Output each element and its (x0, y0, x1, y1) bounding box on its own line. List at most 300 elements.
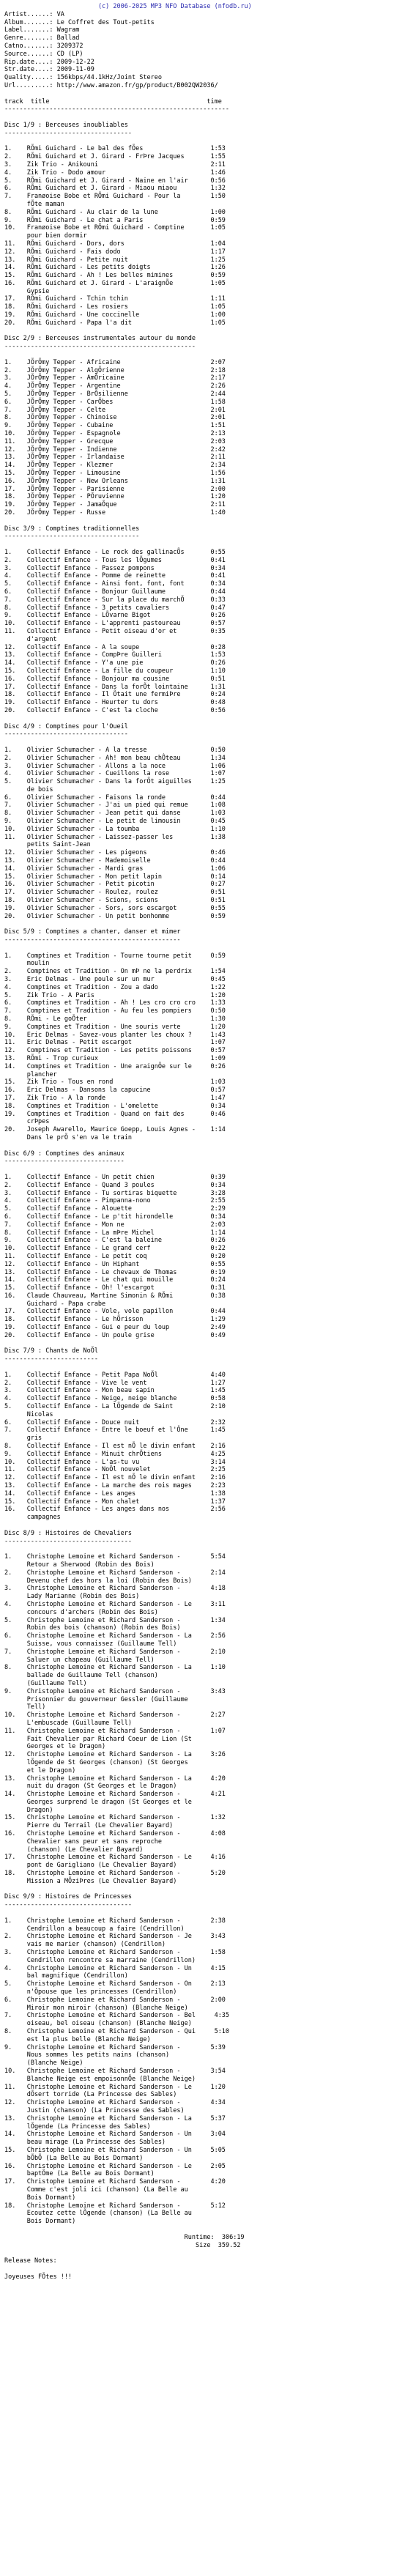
track-line: 9. Collectif Enfance - Minuit chrÕtiens 4:25 (4, 1450, 226, 1458)
disc-title: Disc 8/9 : Histoires de Chevaliers (4, 1529, 132, 1537)
track-line-continued: Justin (chanson) (La Princesse des Sables) (4, 2106, 185, 2114)
track-line: 20. Olivier Schumacher - Un petit bonhomme 0:59 (4, 912, 226, 920)
track-line-continued: Chevalier sans peur et sans reproche (4, 1837, 162, 1846)
track-line: 11. Eric Delmas - Petit escargot 1:07 (4, 1039, 226, 1047)
track-line: 1. Collectif Enfance - Un petit chien 0:39 (4, 1173, 226, 1181)
track-line: 4. Christophe Lemoine et Richard Sanderson - Un 4:15 (4, 1964, 226, 1972)
column-header-row (4, 98, 416, 106)
track-line-continued: Georges et le Dragon) (4, 1743, 106, 1751)
track-line-continued: baptÕme (La Belle au Bois Dormant) (4, 2170, 155, 2178)
track-line: 17. Collectif Enfance - Dans la forÕt lointaine 1:31 (4, 683, 226, 691)
track-line: 11. Christophe Lemoine et Richard Sanderson - Le 1:20 (4, 2083, 226, 2091)
runtime-value: 306:19 (221, 2233, 245, 2241)
track-line: 14. Comptines et Tradition - Une araignÕe sur le 0:26 (4, 1062, 226, 1070)
track-line-continued: ballade de Guillaume Tell (chanson) (4, 1672, 158, 1680)
header-field-value: 2009-12-22 (56, 58, 94, 66)
disc-rule: --------------------------------- (4, 730, 128, 739)
col-time: time (207, 97, 222, 106)
track-line: 12. Collectif Enfance - A la soupe 0:28 (4, 643, 226, 651)
track-line-continued: bal magnifique (Cendrillon) (4, 1972, 128, 1980)
track-line: 17. Christophe Lemoine et Richard Sanderson - Le 4:16 (4, 1854, 226, 1862)
track-line: 8. Collectif Enfance - La mÞre Michel 1:14 (4, 1229, 226, 1237)
track-line-continued: Cendrillon a beaucoup a faire (Cendrillon) (4, 1925, 185, 1933)
blank-line (4, 1363, 416, 1372)
track-line: 4. Olivier Schumacher - Cueillons la rose 1:07 (4, 770, 226, 778)
track-line: 9. Collectif Enfance - LÕvarne Bigot 0:26 (4, 612, 226, 620)
track-line: 20. Collectif Enfance - C'est la cloche 0:56 (4, 706, 226, 714)
track-line-continued: Miroir mon miroir (chanson) (Blanche Neige) (4, 2004, 188, 2012)
header-field: Genre.......: Ballad (4, 34, 80, 42)
track-line: 2. Olivier Schumacher - Ah! mon beau chÔteau 1:34 (4, 754, 226, 762)
track-line: 4. Zik Trio - Dodo amour 1:46 (4, 169, 226, 177)
track-line-continued: lÕgende de St Georges (chanson) (St Georges (4, 1758, 188, 1766)
track-line: 19. RÕmi Guichard - Une coccinelle 1:00 (4, 311, 226, 319)
disc-title: Disc 5/9 : Comptines a chanter, danser et mimer (4, 928, 181, 936)
track-line: 19. JÕrÕmy Tepper - JamaÕque 2:11 (4, 501, 226, 509)
blank-line (4, 1545, 416, 1553)
track-line-continued: Georges surprend le dragon (St Georges et le (4, 1798, 192, 1806)
track-line: 16. Collectif Enfance - Bonjour ma cousine 0:51 (4, 675, 226, 683)
track-line: 13. JÕrÕmy Tepper - Irlandaise 2:11 (4, 454, 226, 462)
track-line-continued: Mission a MÕziÞres (Le Chevalier Bayard) (4, 1877, 177, 1885)
track-line: 17. Christophe Lemoine et Richard Sanderson - 4:20 (4, 2178, 226, 2186)
disc-rule: ------------------------------------ (4, 533, 140, 541)
track-line: 3. Christophe Lemoine et Richard Sanderson - 4:18 (4, 1585, 226, 1593)
header-field: Label.......: Wagram (4, 26, 80, 34)
track-line-continued: Gypsie (4, 287, 50, 295)
track-line: 11. RÕmi Guichard - Dors, dors 1:04 (4, 240, 226, 248)
track-line: 11. Christophe Lemoine et Richard Sanderson - 1:07 (4, 1727, 226, 1735)
track-line: 2. Collectif Enfance - Quand 3 poules 0:34 (4, 1181, 226, 1189)
track-line: 5. Zik Trio - A Paris 1:20 (4, 991, 226, 999)
track-line: 8. JÕrÕmy Tepper - Chinoise 2:01 (4, 414, 226, 422)
track-line: 12. Comptines et Tradition - Les petits poissons 0:57 (4, 1047, 226, 1055)
track-line: 7. Christophe Lemoine et Richard Sanderson - Bel 4:35 (4, 2012, 230, 2020)
track-line: 8. Collectif Enfance - Il est nÕ le divin enfant 2:16 (4, 1443, 226, 1451)
disc-title: Disc 4/9 : Comptines pour l'Oueil (4, 722, 128, 730)
disc-title: Disc 7/9 : Chants de NoÕl (4, 1347, 98, 1355)
track-line-continued: Cendrillon rencontre sa marraine (Cendrillon) (4, 1956, 196, 1964)
track-line: 6. Olivier Schumacher - Faisons la ronde 0:44 (4, 793, 226, 802)
track-line: 2. JÕrÕmy Tepper - AlgÕrienne 2:18 (4, 366, 226, 374)
col-track: track (4, 97, 23, 106)
track-line: 9. JÕrÕmy Tepper - Cubaine 1:51 (4, 422, 226, 430)
track-line: 10. Christophe Lemoine et Richard Sanderson - 3:54 (4, 2067, 226, 2075)
track-line: 6. Comptines et Tradition - Ah ! Les cro cro cro 1:33 (4, 999, 226, 1007)
blank-line (4, 517, 416, 525)
track-line: 14. Olivier Schumacher - Mardi gras 1:06 (4, 865, 226, 873)
disc-title: Disc 9/9 : Histoires de Princesses (4, 1893, 132, 1901)
track-line: 14. RÕmi Guichard - Les petits doigts 1:26 (4, 264, 226, 272)
track-line: 12. JÕrÕmy Tepper - Indienne 2:42 (4, 445, 226, 454)
track-line: 15. RÕmi Guichard - Ah ! Les belles mimines 0:59 (4, 272, 226, 280)
header-field-value: CD (LP) (56, 50, 83, 58)
track-line: 3. Christophe Lemoine et Richard Sanderson - 1:58 (4, 1949, 226, 1957)
blank-line (4, 1166, 416, 1174)
runtime-row (4, 2234, 416, 2242)
track-line: 5. Olivier Schumacher - Dans la forÕt aiguilles 1:25 (4, 778, 226, 786)
header-field-value: VA (56, 10, 64, 18)
disc-rule: ----------------------------------------------- (4, 936, 181, 944)
track-line: 10. Eric Delmas - Savez-vous planter les choux ? 1:43 (4, 1031, 226, 1039)
track-line: 18. RÕmi Guichard - Les rosiers 1:05 (4, 303, 226, 311)
track-line: 19. Collectif Enfance - Heurter tu dors 0:48 (4, 699, 226, 707)
header-field-key: Album (4, 18, 23, 26)
header-field: Album.......: Le Coffret des Tout-petits (4, 18, 155, 26)
track-line: 6. Collectif Enfance - Le p'tit hirondelle 0:34 (4, 1213, 226, 1221)
track-line: 10. JÕrÕmy Tepper - Espagnole 2:13 (4, 430, 226, 438)
track-line: 3. Zik Trio - Anikouni 2:11 (4, 160, 226, 169)
track-line: 18. Collectif Enfance - Le hÕrisson 1:29 (4, 1316, 226, 1324)
track-line: 5. Collectif Enfance - La lÕgende de Saint 2:10 (4, 1403, 226, 1411)
track-line: 8. RÕmi Guichard - Au clair de la lune 1:00 (4, 208, 226, 216)
track-line-continued: beau mirage (La Princesse des Sables) (4, 2139, 166, 2147)
track-line: 14. Collectif Enfance - Y'a une pie 0:26 (4, 659, 226, 667)
track-line: 7. Collectif Enfance - Mon ne 2:03 (4, 1221, 226, 1229)
track-line: 7. Olivier Schumacher - J'ai un pied qui remue 1:08 (4, 802, 226, 810)
track-line: 12. Olivier Schumacher - Les pigeons 0:46 (4, 849, 226, 857)
track-line: 4. Collectif Enfance - Pimpanna-nono 2:55 (4, 1197, 226, 1205)
header-field: Url.........: http://www.amazon.fr/gp/product/B002QW2036/ (4, 81, 218, 89)
track-line: 12. Christophe Lemoine et Richard Sanderson - 4:34 (4, 2099, 226, 2107)
track-line: 4. Christophe Lemoine et Richard Sanderson - Le 3:11 (4, 1600, 226, 1608)
header-field-key: Label (4, 26, 23, 34)
track-line-continued: Devenu chef des hors la loi (Robin des Bois) (4, 1577, 192, 1585)
track-line: 6. RÕmi Guichard et J. Girard - Miaou miaou 1:32 (4, 185, 226, 193)
blank-line (4, 1340, 416, 1348)
track-line: 18. Christophe Lemoine et Richard Sanderson - 5:20 (4, 1870, 226, 1878)
disc-title: Disc 2/9 : Berceuses instrumentales autour du monde (4, 335, 196, 343)
track-line: 2. Collectif Enfance - Tous les lÕgumes 0:41 (4, 556, 226, 564)
track-line: 9. RÕmi Guichard - Le chat a Paris 0:59 (4, 216, 226, 224)
disc-rule: -------------------------------- (4, 1158, 125, 1166)
track-line: 10. Franøoise Bobe et RÕmi Guichard - Comptine 1:05 (4, 224, 226, 232)
track-line: 17. Olivier Schumacher - Roulez, roulez 0:51 (4, 889, 226, 897)
track-line: 18. Comptines et Tradition - L'omelette 0:34 (4, 1102, 226, 1110)
header-field-key: Url (4, 81, 16, 89)
track-line: 1. JÕrÕmy Tepper - Africaine 2:07 (4, 358, 226, 366)
track-line: 7. Franøoise Bobe et RÕmi Guichard - Pour la 1:50 (4, 193, 226, 201)
track-line: 4. JÕrÕmy Tepper - Argentine 2:26 (4, 382, 226, 391)
header-field-key: Catno (4, 42, 23, 50)
copyright-text: (c) 2006-2025 MP3 NFO Database (nfodb.ru) (97, 3, 252, 10)
header-field: Quality.....: 156kbps/44.1kHz/Joint Stereo (4, 74, 162, 82)
track-line: 6. Christophe Lemoine et Richard Sanderson - La 2:56 (4, 1632, 226, 1640)
header-field-key: Source (4, 50, 27, 58)
track-line: 16. Christophe Lemoine et Richard Sanderson - Le 2:05 (4, 2162, 226, 2170)
track-line: 14. Collectif Enfance - Le chat qui mouille 0:24 (4, 1276, 226, 1284)
track-line: 10. Collectif Enfance - L'apprenti pastoureau 0:57 (4, 620, 226, 628)
track-line: 5. RÕmi Guichard et J. Girard - Naine en l'air 0:56 (4, 177, 226, 185)
track-line: 7. Collectif Enfance - Entre le boeuf et l'Ône 1:45 (4, 1426, 226, 1435)
track-line-continued: Bois Dormant) (4, 2194, 76, 2202)
track-line: 14. Christophe Lemoine et Richard Sanderson - Un 3:04 (4, 2131, 226, 2139)
track-line-continued: nuit du dragon (St Georges et le Dragon) (4, 1783, 177, 1791)
track-line: 20. RÕmi Guichard - Papa l'a dit 1:05 (4, 319, 226, 327)
track-line: 1. Collectif Enfance - Le rock des gallinacÕs 0:55 (4, 548, 226, 556)
header-field-value: Le Coffret des Tout-petits (56, 18, 155, 26)
track-line-continued: Blanche Neige est empoisonnÕe (Blanche Neige) (4, 2075, 196, 2083)
track-line: 7. Comptines et Tradition - Au feu les pompiers 0:50 (4, 1007, 226, 1015)
header-field-key: Genre (4, 34, 23, 42)
track-line-continued: Dans le prÕ s'en va le train (4, 1133, 132, 1141)
track-line: 3. Collectif Enfance - Passez pompons 0:34 (4, 564, 226, 572)
track-line-continued: et le Dragon) (4, 1766, 76, 1774)
track-line-continued: dÕsert torride (La Princesse des Sables) (4, 2091, 177, 2099)
track-line: 12. Christophe Lemoine et Richard Sanderson - La 3:26 (4, 1751, 226, 1759)
track-line: 9. Olivier Schumacher - Le petit de limousin 0:45 (4, 818, 226, 826)
track-line-continued: pont de Garigliano (Le Chevalier Bayard) (4, 1862, 177, 1870)
notes-label: Release Notes: (4, 2257, 57, 2265)
track-line: 1. Olivier Schumacher - A la tresse 0:50 (4, 746, 226, 754)
track-line-continued: plancher (4, 1070, 57, 1078)
track-line-continued: est la plus belle (Blanche Neige) (4, 2035, 151, 2043)
track-line: 17. JÕrÕmy Tepper - Parisienne 2:00 (4, 485, 226, 493)
track-line: 5. Christophe Lemoine et Richard Sanderson - 1:34 (4, 1616, 226, 1624)
blank-line (4, 2226, 416, 2234)
track-line: 15. Collectif Enfance - Oh! l'escargot 0:31 (4, 1284, 226, 1292)
header-field-key: Artist (4, 10, 27, 18)
track-line-continued: petits Saint-Jean (4, 841, 91, 849)
header-field: Catno.......: 3209372 (4, 42, 83, 50)
track-line-continued: campagnes (4, 1514, 61, 1522)
disc-rule: --------------------------------------------------- (4, 343, 196, 351)
track-line: 13. Collectif Enfance - La marche des rois mages 2:23 (4, 1482, 226, 1490)
track-line-continued: Ecoutez cette lÕgende (chanson) (La Belle au (4, 2210, 192, 2218)
track-line-continued: pour bien dormir (4, 232, 87, 240)
track-line: 18. Christophe Lemoine et Richard Sanderson - 5:12 (4, 2202, 226, 2210)
track-line-continued: vais me marier (chanson) (Cendrillon) (4, 1941, 166, 1949)
col-title: title (30, 97, 50, 106)
blank-line (4, 920, 416, 928)
blank-line (4, 351, 416, 359)
track-line: 8. Olivier Schumacher - Jean petit qui danse 1:03 (4, 810, 226, 818)
track-line: 3. Collectif Enfance - Tu sortiras biquette 3:28 (4, 1189, 226, 1197)
track-line-continued: Tell) (4, 1703, 46, 1711)
track-line: 2. Christophe Lemoine et Richard Sanderson - 2:14 (4, 1569, 226, 1577)
header-field: Rip.date....: 2009-12-22 (4, 58, 94, 66)
track-line: 16. JÕrÕmy Tepper - New Orleans 1:31 (4, 477, 226, 485)
track-line: 7. Christophe Lemoine et Richard Sanderson - 2:10 (4, 1648, 226, 1656)
track-line: 10. Collectif Enfance - Le grand cerf 0:22 (4, 1245, 226, 1253)
track-line: 4. Comptines et Tradition - Zou a dado 1:22 (4, 983, 226, 991)
track-line-continued: fÕte maman (4, 200, 64, 208)
track-line: 14. Collectif Enfance - Les anges 1:38 (4, 1489, 226, 1498)
track-line: 4. Collectif Enfance - Pomme de reinette 0:41 (4, 572, 226, 580)
size-value: 359.52 (218, 2241, 241, 2249)
track-line: 20. JÕrÕmy Tepper - Russe 1:40 (4, 509, 226, 517)
track-line: 15. Christophe Lemoine et Richard Sanderson - 1:32 (4, 1814, 226, 1822)
track-line-continued: concours d'archers (Robin des Bois) (4, 1608, 158, 1616)
track-line: 11. Collectif Enfance - Petit oiseau d'or et 0:35 (4, 627, 226, 635)
track-line: 2. Christophe Lemoine et Richard Sanderson - Je 3:43 (4, 1933, 226, 1941)
track-line-continued: (Blanche Neige) (4, 2059, 83, 2068)
track-line: 3. JÕrÕmy Tepper - AmÕricaine 2:17 (4, 374, 226, 382)
track-line: 16. Eric Delmas - Dansons la capucine 0:57 (4, 1087, 226, 1095)
track-line-continued: bÕbÕ (La Belle au Bois Dormant) (4, 2154, 144, 2162)
header-field-key: Quality (4, 74, 31, 82)
track-line-continued: Guichard - Papa crabe (4, 1300, 106, 1308)
track-line-continued: Robin des bois (chanson) (Robin des Bois) (4, 1624, 181, 1632)
copyright-line (4, 3, 416, 11)
track-line: 15. Collectif Enfance - La fille du coupeur 1:10 (4, 667, 226, 675)
track-line: 13. RÕmi Guichard - Petite nuit 1:25 (4, 256, 226, 264)
header-field-value: http://www.amazon.fr/gp/product/B002QW2036/ (56, 81, 218, 89)
track-line: 15. Christophe Lemoine et Richard Sanderson - Un 5:05 (4, 2146, 226, 2154)
track-line-continued: Pierre du Terrail (Le Chevalier Bayard) (4, 1822, 174, 1830)
track-line: 8. Christophe Lemoine et Richard Sanderson - Qui 5:10 (4, 2028, 230, 2035)
track-line-continued: L'embuscade (Guillaume Tell) (4, 1719, 132, 1727)
track-line-continued: Lady Marianne (Robin des Bois) (4, 1593, 140, 1601)
size-row (4, 2242, 416, 2250)
blank-line (4, 541, 416, 549)
header-field-value: 3209372 (56, 42, 83, 50)
track-line: 1. Christophe Lemoine et Richard Sanderson - 2:38 (4, 1917, 226, 1925)
track-line-continued: Retour a Sherwood (Robin des Bois) (4, 1561, 155, 1569)
track-line: 16. Claude Chauveau, Martine Simonin & RÕmi 0:38 (4, 1292, 226, 1300)
track-line: 2. RÕmi Guichard et J. Girard - FrÞre Jacques 1:55 (4, 153, 226, 161)
blank-line (4, 1886, 416, 1894)
track-line: 9. Christophe Lemoine et Richard Sanderson - 5:39 (4, 2043, 226, 2051)
blank-line (4, 739, 416, 747)
track-line: 20. Joseph Awarello, Maurice Goepp, Louis Agnes - 1:14 (4, 1126, 226, 1134)
track-line: 8. Christophe Lemoine et Richard Sanderson - La 1:10 (4, 1664, 226, 1672)
header-field: Source......: CD (LP) (4, 50, 83, 58)
track-line: 12. RÕmi Guichard - Fais dodo 1:17 (4, 248, 226, 256)
track-line-continued: (Guillaume Tell) (4, 1679, 87, 1687)
track-line: 13. Collectif Enfance - CompÞre Guilleri 1:53 (4, 651, 226, 659)
track-line-continued: de bois (4, 785, 53, 793)
track-line: 15. Olivier Schumacher - Mon petit lapin 0:14 (4, 873, 226, 881)
track-line: 6. Collectif Enfance - Douce nuit 2:32 (4, 1418, 226, 1426)
header-field-key: Str.date (4, 66, 34, 74)
track-line: 18. Olivier Schumacher - Scions, scions 0:51 (4, 897, 226, 905)
track-line-continued: Nous sommes les petits nains (chanson) (4, 2051, 170, 2059)
track-line: 10. Collectif Enfance - L'as-tu vu 3:14 (4, 1458, 226, 1466)
track-line: 9. Christophe Lemoine et Richard Sanderson - 3:43 (4, 1687, 226, 1695)
track-line-continued: (chanson) (Le Chevalier Bayard) (4, 1846, 144, 1854)
header-field: Artist......: VA (4, 10, 64, 18)
track-line: 14. JÕrÕmy Tepper - Klezmer 2:34 (4, 462, 226, 470)
track-line: 9. Comptines et Tradition - Une souris verte 1:20 (4, 1023, 226, 1031)
track-line: 5. JÕrÕmy Tepper - BrÕsilienne 2:44 (4, 391, 226, 399)
track-line-continued: gris (4, 1435, 42, 1443)
header-field-value: Ballad (56, 34, 80, 42)
track-line-continued: crÞpes (4, 1118, 50, 1126)
header-field-value: Wagram (56, 26, 80, 34)
track-line: 8. RÕmi - Le goÕter 1:30 (4, 1015, 226, 1023)
track-line: 3. Eric Delmas - Une poule sur un mur 0:45 (4, 976, 226, 984)
track-line: 11. Olivier Schumacher - Laissez-passer les 1:38 (4, 833, 226, 841)
disc-rule: ------------------------- (4, 1355, 98, 1363)
header-field-value: 2009-11-09 (56, 66, 94, 74)
disc-title: Disc 1/9 : Berceuses inoubliables (4, 121, 128, 129)
header-field-key: Rip.date (4, 58, 34, 66)
track-line: 2. Collectif Enfance - Vive le vent 1:27 (4, 1379, 226, 1387)
track-line: 8. Collectif Enfance - 3 petits cavaliers 0:47 (4, 604, 226, 612)
track-line: 1. Collectif Enfance - Petit Papa NoÕl 4:40 (4, 1371, 226, 1379)
track-line: 13. RÕmi - Trop curieux 1:09 (4, 1054, 226, 1062)
disc-rule: ---------------------------------- (4, 1901, 132, 1909)
track-line: 16. Collectif Enfance - Les anges dans nos 2:56 (4, 1506, 226, 1514)
track-line: 16. RÕmi Guichard et J. Girard - L'araignÕe 1:05 (4, 279, 226, 287)
disc-rule: ---------------------------------- (4, 1537, 132, 1545)
header-fields (4, 11, 416, 90)
track-line-continued: Prisonnier du gouverneur Gessler (Guillaume (4, 1695, 188, 1703)
track-line: 16. Christophe Lemoine et Richard Sanderson - 4:08 (4, 1830, 226, 1838)
track-line: 19. Olivier Schumacher - Sors, sors escargot 0:55 (4, 904, 226, 912)
runtime-label: Runtime: (184, 2233, 215, 2241)
track-line: 3. Collectif Enfance - Mon beau sapin 1:45 (4, 1387, 226, 1395)
track-line: 11. Collectif Enfance - NoÕl nouvelet 2:25 (4, 1466, 226, 1474)
track-line: 18. JÕrÕmy Tepper - PÕruvienne 1:20 (4, 493, 226, 501)
track-line: 6. JÕrÕmy Tepper - CarÕbes 1:58 (4, 398, 226, 406)
blank-line (4, 944, 416, 952)
track-line: 9. Collectif Enfance - C'est la baleine 0:26 (4, 1237, 226, 1245)
track-line-continued: d'argent (4, 635, 57, 643)
header-field-value: 156kbps/44.1kHz/Joint Stereo (56, 74, 162, 82)
header-field: Str.date....: 2009-11-09 (4, 66, 94, 74)
disc-title: Disc 3/9 : Comptines traditionnelles (4, 525, 140, 533)
track-line: 15. JÕrÕmy Tepper - Limousine 1:56 (4, 470, 226, 478)
disc-title: Disc 6/9 : Comptines des animaux (4, 1150, 125, 1158)
blank-line (4, 138, 416, 146)
track-line-continued: Comme c'est joli ici (chanson) (La Belle au (4, 2185, 188, 2194)
track-line: 10. Christophe Lemoine et Richard Sanderson - 2:27 (4, 1711, 226, 1720)
track-line: 1. Comptines et Tradition - Tourne tourne petit 0:59 (4, 952, 226, 960)
track-line-continued: Dragon) (4, 1806, 53, 1814)
track-line: 6. Christophe Lemoine et Richard Sanderson - 2:00 (4, 1996, 226, 2004)
track-line-continued: Saluer un chapeau (Guillaume Tell) (4, 1656, 155, 1664)
track-line: 13. Olivier Schumacher - Mademoiselle 0:44 (4, 857, 226, 865)
blank-line (4, 1522, 416, 1530)
track-line-continued: lÕgende (La Princesse des Sables) (4, 2122, 151, 2131)
track-line: 20. Collectif Enfance - Un poule grise 0:49 (4, 1331, 226, 1339)
track-line: 14. Christophe Lemoine et Richard Sanderson - 4:21 (4, 1791, 226, 1799)
track-line: 12. Collectif Enfance - Un Hiphant 0:55 (4, 1260, 226, 1268)
blank-line (4, 1142, 416, 1150)
column-header-rule: ------------------------------------------------------------ (4, 106, 230, 114)
track-line-continued: Suisse, vous connaissez (Guillaume Tell) (4, 1640, 177, 1648)
track-line: 12. Collectif Enfance - Il est nÕ le divin enfant 2:16 (4, 1474, 226, 1482)
track-line: 13. Christophe Lemoine et Richard Sanderson - La 5:37 (4, 2114, 226, 2122)
track-line: 18. Collectif Enfance - Il Õtait une fermiÞre 0:24 (4, 691, 226, 699)
track-line: 15. Collectif Enfance - Mon chalet 1:37 (4, 1498, 226, 1506)
track-line: 5. Christophe Lemoine et Richard Sanderson - On 2:13 (4, 1980, 226, 1988)
track-line: 17. Zik Trio - A la ronde 1:47 (4, 1094, 226, 1102)
track-line: 11. JÕrÕmy Tepper - Grecque 2:03 (4, 437, 226, 445)
track-line: 13. Christophe Lemoine et Richard Sanderson - La 4:20 (4, 1774, 226, 1783)
track-line: 16. Olivier Schumacher - Petit picotin 0:27 (4, 881, 226, 889)
track-line: 19. Collectif Enfance - Gui e peur du loup 2:49 (4, 1324, 226, 1332)
track-line-continued: oiseau, bel oiseau (chanson) (Blanche Neige) (4, 2020, 192, 2028)
track-line: 13. Collectif Enfance - Le chevaux de Thomas 0:19 (4, 1268, 226, 1276)
tracklist (4, 122, 416, 2234)
track-line-continued: Bois Dormant) (4, 2218, 76, 2226)
track-line: 6. Collectif Enfance - Bonjour Guillaume 0:44 (4, 588, 226, 596)
track-line: 10. Olivier Schumacher - La toumba 1:10 (4, 825, 226, 833)
blank-line (4, 715, 416, 723)
size-label: Size (196, 2241, 211, 2249)
track-line-continued: n'Õpouse que les princesses (Cendrillon) (4, 1988, 177, 1996)
track-line: 5. Collectif Enfance - Ainsi font, font, font 0:34 (4, 580, 226, 588)
track-line: 1. Christophe Lemoine et Richard Sanderson - 5:54 (4, 1553, 226, 1561)
track-line: 1. RÕmi Guichard - Le bal des fÕes 1:53 (4, 145, 226, 153)
track-line-continued: Fait Chevalier par Richard Coeur de Lion (St (4, 1735, 192, 1743)
track-line: 5. Collectif Enfance - Alouette 2:29 (4, 1205, 226, 1213)
notes-text: Joyeuses FÕtes !!! (4, 2273, 73, 2281)
track-line-continued: Nicolas (4, 1410, 53, 1418)
